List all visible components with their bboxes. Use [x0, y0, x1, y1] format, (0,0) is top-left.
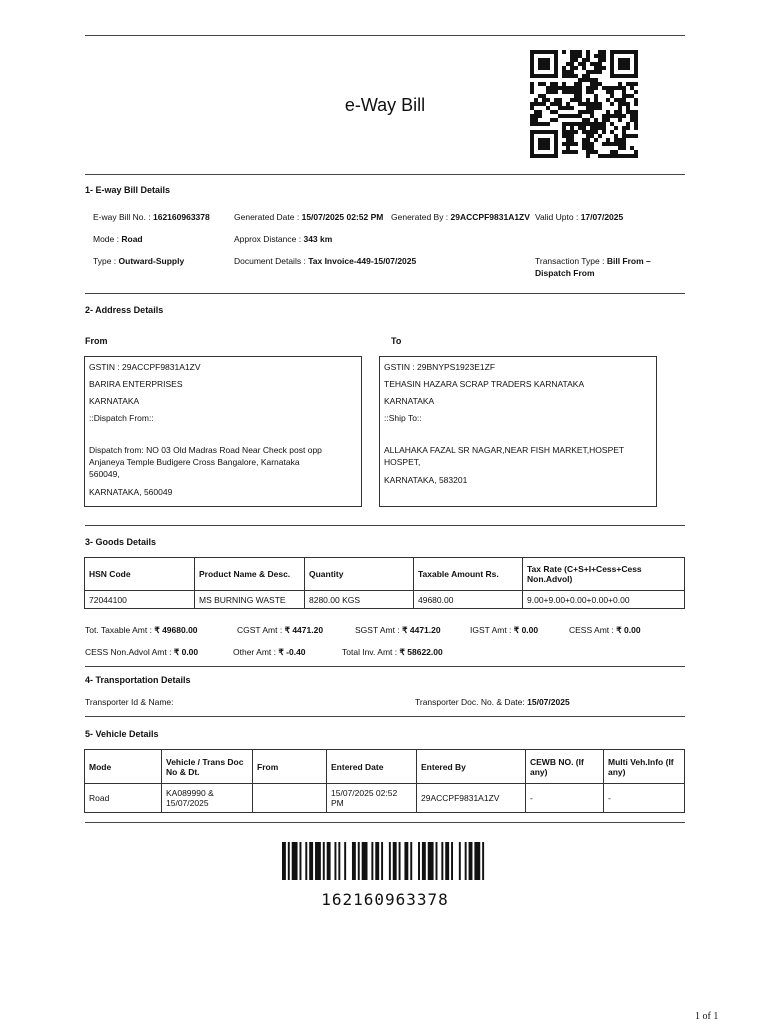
rule [85, 293, 685, 294]
transaction-type-cont: Dispatch From [535, 268, 595, 278]
from-pin: KARNATAKA, 560049 [89, 487, 173, 497]
from-state: KARNATAKA [89, 396, 140, 406]
from-name: BARIRA ENTERPRISES [89, 379, 183, 389]
cgst: CGST Amt : ₹ 4471.20 [237, 625, 324, 635]
vehicle-header-from: From [253, 750, 327, 784]
rule [85, 525, 685, 526]
to-gstin: GSTIN : 29BNYPS1923E1ZF [384, 362, 496, 372]
vehicle-header-entered-by: Entered By [417, 750, 526, 784]
vehicle-mode: Road [85, 784, 162, 813]
goods-table [84, 557, 685, 609]
vehicle-header-entered-date: Entered Date [327, 750, 417, 784]
vehicle-header-mode: Mode [85, 750, 162, 784]
rule [85, 174, 685, 175]
barcode [282, 842, 488, 880]
vehicle-entered-by: 29ACCPF9831A1ZV [417, 784, 526, 813]
to-state: KARNATAKA [384, 396, 435, 406]
barcode-number: 162160963378 [321, 890, 449, 909]
from-address-line-2: Anjaneya Temple Budigere Cross Bangalore, Karnataka [89, 457, 300, 467]
from-gstin: GSTIN : 29ACCPF9831A1ZV [89, 362, 201, 372]
vehicle-cewb: - [526, 784, 604, 813]
vehicle-header-row [85, 750, 685, 784]
from-address-line-3: 560049, [89, 469, 120, 479]
total-invoice: Total Inv. Amt : ₹ 58622.00 [342, 647, 443, 657]
rule [85, 822, 685, 823]
ewb-number: E-way Bill No. : 162160963378 [93, 212, 210, 222]
transaction-type: Transaction Type : Bill From – [535, 256, 651, 266]
top-rule [85, 35, 685, 36]
generated-by: Generated By : 29ACCPF9831A1ZV [391, 212, 530, 222]
other-amount: Other Amt : ₹ -0.40 [233, 647, 306, 657]
goods-header-row [85, 558, 685, 591]
igst: IGST Amt : ₹ 0.00 [470, 625, 539, 635]
section-4-heading: 4- Transportation Details [85, 675, 191, 685]
rule [85, 716, 685, 717]
sgst: SGST Amt : ₹ 4471.20 [355, 625, 441, 635]
rule [85, 666, 685, 667]
qr-code [530, 50, 638, 158]
to-address-line-1: ALLAHAKA FAZAL SR NAGAR,NEAR FISH MARKET,HOSPET [384, 445, 625, 455]
dispatch-from-label: ::Dispatch From:: [89, 413, 154, 423]
from-address-box [84, 356, 362, 507]
section-2-heading: 2- Address Details [85, 305, 164, 315]
vehicle-header-vehicle: Vehicle / Trans Doc No & Dt. [162, 750, 253, 784]
cess: CESS Amt : ₹ 0.00 [569, 625, 641, 635]
goods-quantity: 8280.00 KGS [305, 591, 414, 609]
to-label: To [391, 336, 402, 346]
goods-header-quantity: Quantity [305, 558, 414, 591]
ship-to-label: ::Ship To:: [384, 413, 422, 423]
transporter-doc: Transporter Doc. No. & Date: 15/07/2025 [415, 697, 570, 707]
goods-taxable: 49680.00 [414, 591, 523, 609]
vehicle-header-cewb: CEWB NO. (If any) [526, 750, 604, 784]
vehicle-multi-veh: - [604, 784, 685, 813]
vehicle-table [84, 749, 685, 813]
table-row [85, 591, 685, 609]
cess-non-advol: CESS Non.Advol Amt : ₹ 0.00 [85, 647, 199, 657]
to-address-line-2: HOSPET, [384, 457, 421, 467]
from-address-line-1: Dispatch from: NO 03 Old Madras Road Near Check post opp [89, 445, 322, 455]
section-3-heading: 3- Goods Details [85, 537, 157, 547]
transporter-id: Transporter Id & Name: [85, 697, 174, 707]
generated-date: Generated Date : 15/07/2025 02:52 PM [234, 212, 384, 222]
valid-upto: Valid Upto : 17/07/2025 [535, 212, 624, 222]
supply-type: Type : Outward-Supply [93, 256, 185, 266]
vehicle-number: KA089990 & 15/07/2025 [162, 784, 253, 813]
goods-hsn: 72044100 [85, 591, 195, 609]
page-title: e-Way Bill [344, 95, 426, 115]
goods-product: MS BURNING WASTE [195, 591, 305, 609]
page-number: 1 of 1 [695, 1011, 719, 1022]
goods-tax-rate: 9.00+9.00+0.00+0.00+0.00 [523, 591, 685, 609]
vehicle-from [253, 784, 327, 813]
document-details: Document Details : Tax Invoice-449-15/07/2025 [234, 256, 417, 266]
to-pin: KARNATAKA, 583201 [384, 475, 468, 485]
to-name: TEHASIN HAZARA SCRAP TRADERS KARNATAKA [384, 379, 585, 389]
approx-distance: Approx Distance : 343 km [234, 234, 333, 244]
to-address-box [379, 356, 657, 507]
vehicle-header-multi-veh: Multi Veh.Info (If any) [604, 750, 685, 784]
mode: Mode : Road [93, 234, 143, 244]
goods-header-taxable: Taxable Amount Rs. [414, 558, 523, 591]
total-taxable: Tot. Taxable Amt : ₹ 49680.00 [85, 625, 198, 635]
section-1-heading: 1- E-way Bill Details [85, 185, 171, 195]
goods-header-tax-rate: Tax Rate (C+S+I+Cess+Cess Non.Advol) [523, 558, 685, 591]
from-label: From [85, 336, 108, 346]
goods-header-hsn: HSN Code [85, 558, 195, 591]
goods-header-product: Product Name & Desc. [195, 558, 305, 591]
table-row [85, 784, 685, 813]
section-5-heading: 5- Vehicle Details [85, 729, 159, 739]
vehicle-entered-date: 15/07/2025 02:52 PM [327, 784, 417, 813]
